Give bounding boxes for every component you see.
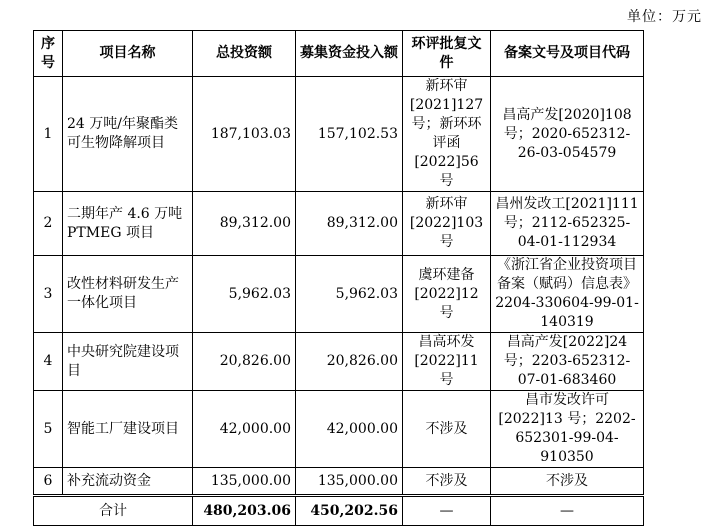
projects-table [33,30,644,526]
total-row [34,496,644,526]
table-row [34,192,644,256]
table-row [34,333,644,391]
total-record: — [491,496,644,526]
row-record: 昌高产发[2020]108 号；2020-652312-26-03-054579 [491,77,644,192]
row-name: 改性材料研发生产一体化项目 [63,256,193,333]
header-raised: 募集资金投入额 [296,31,403,77]
row-no: 1 [34,77,63,192]
row-total: 89,312.00 [193,192,296,256]
row-name: 二期年产 4.6 万吨 PTMEG 项目 [63,192,193,256]
row-record: 不涉及 [491,468,644,496]
header-record: 备案文号及项目代码 [491,31,644,77]
total-env: — [403,496,491,526]
row-total: 42,000.00 [193,391,296,468]
row-env: 新环审[2021]127 号；新环环评函[2022]56 号 [403,77,491,192]
table-row [34,256,644,333]
row-record: 昌市发改许可[2022]13 号；2202-652301-99-04-910350 [491,391,644,468]
table-row [34,468,644,496]
row-env: 虞环建备[2022]12 号 [403,256,491,333]
row-env: 不涉及 [403,391,491,468]
row-env: 不涉及 [403,468,491,496]
row-raised: 89,312.00 [296,192,403,256]
row-name: 智能工厂建设项目 [63,391,193,468]
row-no: 6 [34,468,63,496]
table-row [34,391,644,468]
header-total: 总投资额 [193,31,296,77]
row-name: 补充流动资金 [63,468,193,496]
total-label: 合计 [34,496,193,526]
row-no: 4 [34,333,63,391]
row-no: 2 [34,192,63,256]
row-env: 昌高环发[2022]11 号 [403,333,491,391]
row-raised: 157,102.53 [296,77,403,192]
total-amount: 480,203.06 [193,496,296,526]
row-raised: 135,000.00 [296,468,403,496]
total-raised: 450,202.56 [296,496,403,526]
row-record: 《浙江省企业投资项目备案（赋码）信息表》2204-330604-99-01-140319 [491,256,644,333]
row-record: 昌州发改工[2021]111 号；2112-652325-04-01-112934 [491,192,644,256]
row-total: 5,962.03 [193,256,296,333]
header-no: 序号 [34,31,63,77]
row-no: 3 [34,256,63,333]
row-total: 135,000.00 [193,468,296,496]
row-raised: 5,962.03 [296,256,403,333]
row-no: 5 [34,391,63,468]
row-total: 20,826.00 [193,333,296,391]
row-raised: 20,826.00 [296,333,403,391]
header-row [34,31,644,77]
header-name: 项目名称 [63,31,193,77]
row-env: 新环审[2022]103 号 [403,192,491,256]
row-record: 昌高产发[2022]24 号；2203-652312-07-01-683460 [491,333,644,391]
row-name: 中央研究院建设项目 [63,333,193,391]
header-env: 环评批复文件 [403,31,491,77]
row-name: 24 万吨/年聚酯类可生物降解项目 [63,77,193,192]
unit-label: 单位：万元 [627,9,702,25]
row-total: 187,103.03 [193,77,296,192]
table-row [34,77,644,192]
row-raised: 42,000.00 [296,391,403,468]
